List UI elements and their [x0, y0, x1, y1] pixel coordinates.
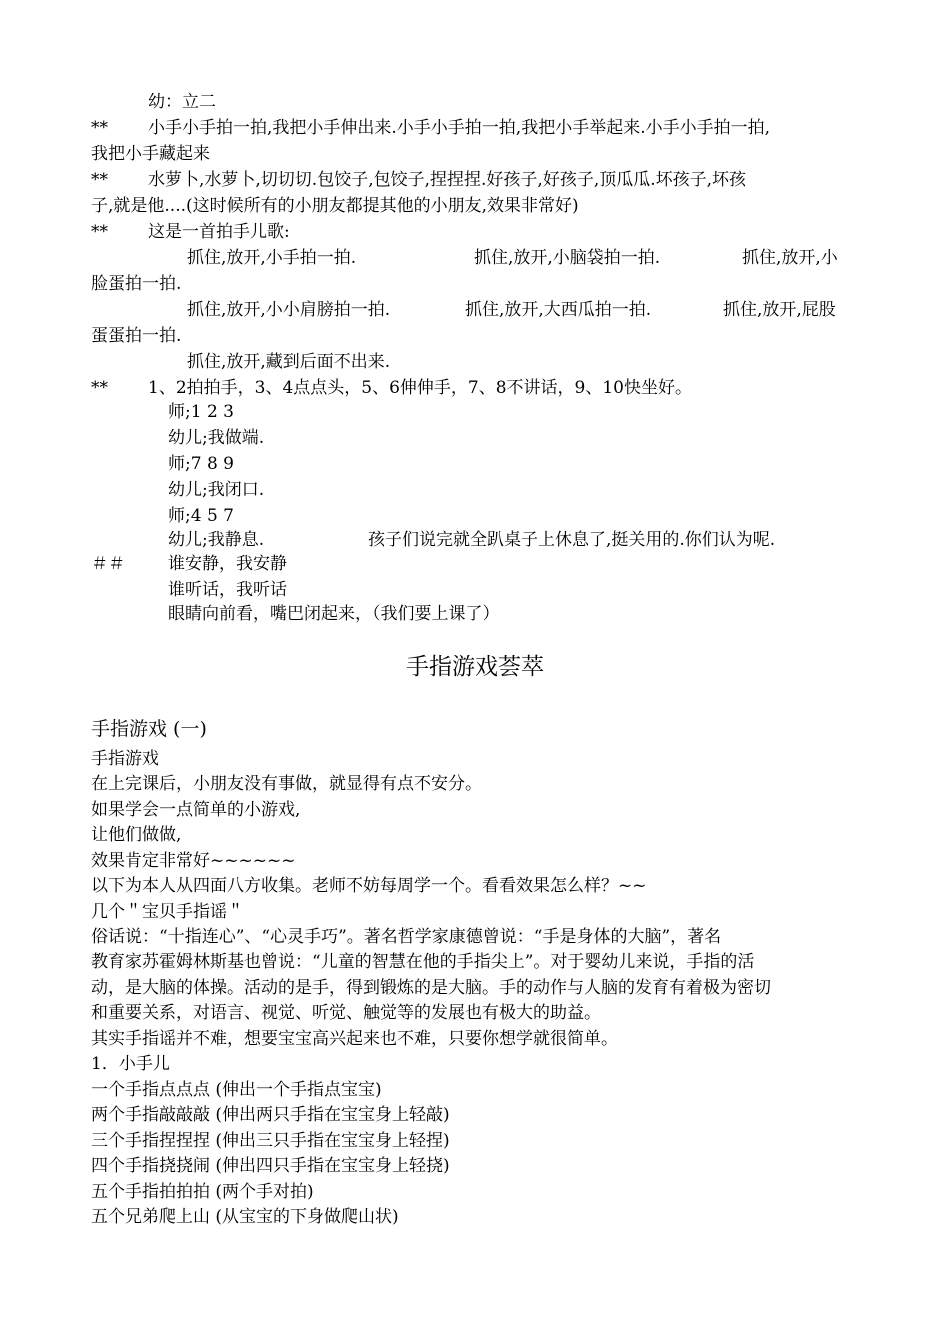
paragraph-line: 教育家苏霍姆林斯基也曾说：“儿童的智慧在他的手指尖上”。对于婴幼儿来说，手指的活	[91, 952, 755, 972]
list-item: 三个手指捏捏捏 (伸出三只手指在宝宝身上轻捏)	[91, 1131, 450, 1151]
dialog-line: 幼儿;我做端.	[168, 428, 265, 448]
song-verse: 抓住,放开,大西瓜拍一拍.	[465, 300, 652, 320]
bullet-marker: **	[91, 222, 108, 242]
song-verse: 抓住,放开,小	[742, 248, 838, 268]
list-item: 五个手指拍拍拍 (两个手对拍)	[91, 1182, 314, 1202]
text-line: 眼睛向前看，嘴巴闭起来，（我们要上课了）	[168, 604, 500, 624]
text-line: 小手小手拍一拍,我把小手伸出来.小手小手拍一拍,我把小手举起来.小手小手拍一拍,	[148, 118, 771, 138]
song-verse: 抓住,放开,屁股	[723, 300, 836, 320]
text-line: 谁安静，我安静	[168, 554, 287, 574]
text-line: 孩子们说完就全趴桌子上休息了,挺关用的.你们认为呢.	[368, 530, 776, 550]
bullet-marker: **	[91, 378, 108, 398]
text-line: 效果肯定非常好~~~~~~	[91, 851, 296, 871]
paragraph-line: 和重要关系，对语言、视觉、听觉、触觉等的发展也有极大的助益。	[91, 1003, 601, 1023]
bullet-marker: **	[91, 170, 108, 190]
text-line: 幼：立二	[148, 92, 216, 112]
text-line: 以下为本人从四面八方收集。老师不妨每周学一个。看看效果怎么样？~~	[91, 876, 647, 896]
text-line: 手指游戏	[91, 749, 159, 769]
song-verse: 脸蛋拍一拍.	[91, 274, 182, 294]
list-item: 四个手指挠挠闹 (伸出四只手指在宝宝身上轻挠)	[91, 1156, 450, 1176]
text-line: 让他们做做,	[91, 825, 182, 845]
list-item: 两个手指敲敲敲 (伸出两只手指在宝宝身上轻敲)	[91, 1105, 450, 1125]
text-line: 1、2拍拍手，3、4点点头，5、6伸伸手，7、8不讲话，9、10快坐好。	[148, 378, 692, 398]
paragraph-line: 俗话说：“十指连心”、“心灵手巧”。著名哲学家康德曾说：“手是身体的大脑”，著名	[91, 927, 722, 947]
dialog-line: 幼儿;我闭口.	[168, 480, 265, 500]
paragraph-line: 动，是大脑的体操。活动的是手，得到锻炼的是大脑。手的动作与人脑的发育有着极为密切	[91, 978, 771, 998]
list-heading: 1．小手儿	[91, 1054, 170, 1074]
bullet-marker: ＃＃	[91, 554, 125, 574]
text-line: 我把小手藏起来	[91, 144, 210, 164]
text-line: 谁听话，我听话	[168, 580, 287, 600]
text-line: 子,就是他....(这时候所有的小朋友都提其他的小朋友,效果非常好)	[91, 196, 579, 216]
dialog-line: 幼儿;我静息.	[168, 530, 265, 550]
song-verse: 抓住,放开,藏到后面不出来.	[187, 352, 391, 372]
song-verse: 抓住,放开,小脑袋拍一拍.	[474, 248, 661, 268]
dialog-line: 师;1 2 3	[168, 402, 234, 422]
text-line: 这是一首拍手儿歌:	[148, 222, 290, 242]
list-item: 一个手指点点点 (伸出一个手指点宝宝)	[91, 1080, 382, 1100]
bullet-marker: **	[91, 118, 108, 138]
song-verse: 抓住,放开,小手拍一拍.	[187, 248, 357, 268]
list-item: 五个兄弟爬上山 (从宝宝的下身做爬山状)	[91, 1207, 399, 1227]
dialog-line: 师;7 8 9	[168, 454, 234, 474]
section-heading: 手指游戏 (一)	[91, 718, 207, 740]
song-verse: 抓住,放开,小小肩膀拍一拍.	[187, 300, 391, 320]
text-line: 在上完课后，小朋友没有事做，就显得有点不安分。	[91, 774, 482, 794]
text-line: 如果学会一点简单的小游戏,	[91, 800, 301, 820]
song-verse: 蛋蛋拍一拍.	[91, 326, 182, 346]
dialog-line: 师;4 5 7	[168, 506, 234, 526]
text-line: 水萝卜,水萝卜,切切切.包饺子,包饺子,捏捏捏.好孩子,好孩子,顶瓜瓜.坏孩子,坏孩	[148, 170, 747, 190]
text-line: 其实手指谣并不难，想要宝宝高兴起来也不难，只要你想学就很简单。	[91, 1029, 618, 1049]
section-title: 手指游戏荟萃	[406, 654, 544, 680]
text-line: 几个＂宝贝手指谣＂	[91, 902, 244, 922]
